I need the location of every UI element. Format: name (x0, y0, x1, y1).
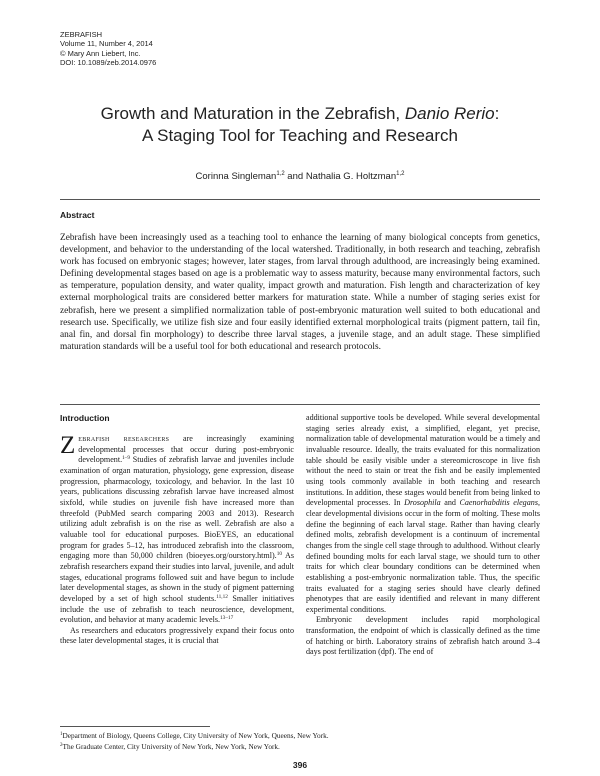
divider-abstract (60, 404, 540, 405)
footnotes (60, 730, 540, 751)
intro-paragraph-2: As researchers and educators progressively expand their focus onto these later developmental stages, it is crucial that (60, 625, 294, 646)
author-2-affiliation: 1,2 (396, 171, 405, 177)
divider-top (60, 199, 540, 200)
lead-in-smallcaps: ebrafish researchers (78, 434, 170, 443)
citation: 11,12 (216, 593, 228, 600)
abstract-heading: Abstract (60, 210, 95, 220)
intro-paragraph-1: Zebrafish researchers are increasingly examining developmental processes that occur during post-embryonic development.$^{1-9}$ Studies of zebrafish larvae and juveniles include examination of organ maturation, physiology, gene expression, disease progression, pharmacology, toxicology, and behavior. In the last 10 years, publications discussing zebrafish larvae have increased almost sixfold, while studies on juvenile fish have increased more than threefold (PubMed search comparing 2003 and 2013). Research utilizing adult zebrafish is on the rise as well. Zebrafish are also a valuable tool for educational purposes. BioEYES, an educational program for grades 5–12, has introduced zebrafish into the classroom, engaging more than 50,000 children (bioeyes.org/ourstory.html).$^{10}$ As zebrafish researchers expand their studies into larval, juvenile, and adult stages, educational programs followed suit and have begun to include later developmental stages, as shown in the study of pigment patterning developed by a set of high school students.$^{11,12}$ Smaller initiatives include the use of zebrafish to teach neuroscience, development, evolution, and behavior at many academic levels.$^{13-17}$ (60, 432, 295, 625)
drop-cap: Z (60, 432, 76, 459)
citation: 10 (276, 551, 282, 558)
species-celegans: Caenorhabditis elegans (459, 498, 538, 508)
title-line1-suffix: : (494, 104, 500, 123)
article-title (0, 103, 600, 147)
journal-copyright: © Mary Ann Liebert, Inc. (60, 48, 141, 58)
footnote-2: $^2$The Graduate Center, City University of New York, New York, New York. (60, 741, 280, 751)
citation: 13–17 (220, 615, 234, 622)
title-line1-prefix: Growth and Maturation in the Zebrafish, (100, 104, 405, 123)
intro-paragraph-4: Embryonic development includes rapid morphological transformation, the endpoint of which is classically defined as the time of hatching or birth. Laboratory strains of zebrafish hatch around 3–4 days post fertilization (dpf). The end of (306, 615, 540, 657)
citation: 1–9 (122, 455, 131, 462)
author-1-affiliation: 1,2 (276, 171, 285, 177)
title-line2: A Staging Tool for Teaching and Research (142, 126, 458, 145)
journal-info (60, 30, 320, 68)
intro-paragraph-3: additional supportive tools be developed. While several developmental staging series already exist, a simplified, elegant, yet precise, normalization table of developmental maturation would be a timely and invaluable resource. Ideally, the traits evaluated for this normalization table should be easily visible under a stereomicroscope in live fish without the need to stain or treat the fish and be easily implemented using tools commonly available in both teaching and research institutions. In addition, these stages would benefit from being linked to developmental processes. In Drosophila and Caenorhabditis elegans, clear developmental divisions occur in the form of molting. These molts define the beginning of each larval stage. Rather than having clearly defined molts, zebrafish development is a continuum of incremental changes from the single cell stage through to adulthood. Without clearly defined bounding molts for each larval stage, we should turn to other traits for which clear boundary conditions can be determined when establishing a post-embryonic normalization table. Thus, the specific traits evaluated for a staging series should have clearly defined phenotypes that are easily identified and relevant in many different experimental conditions. (306, 413, 540, 614)
abstract-text: Zebrafish have been increasingly used as a teaching tool to enhance the learning of many biological concepts from genetics, development, and behavior to the understanding of the local watershed. Traditionally, in both research and teaching, zebrafish work has focused on embryonic stages; however, later stages, from larval through adulthood, are increasingly being examined. Defining developmental stages based on age is a problematic way to assess maturity, because many environmental factors, such as temperature, population density, and water quality, impact growth and maturation. Fish length and characterization of key external morphological traits are considered better markers for maturation state. While a number of staging series exist for zebrafish, here we present a simplified normalization table of post-embryonic maturation well suited to both educational and research use. Specifically, we utilize fish size and four easily identified external morphological traits (pigment pattern, tail fin, anal fin, and dorsal fin morphology) to describe three larval stages, a juvenile stage, and an adult stage. These simplified maturation standards will be a useful tool for both educational and research protocols. (60, 233, 540, 352)
journal-name: ZEBRAFISH (60, 30, 103, 39)
column-left (60, 434, 294, 647)
journal-doi: DOI: 10.1089/zeb.2014.0976 (60, 58, 157, 68)
author-list (0, 171, 600, 182)
author-conjunction: and (284, 171, 306, 182)
footnote-rule (60, 726, 210, 727)
introduction-heading: Introduction (60, 413, 110, 423)
page-number: 396 (292, 760, 308, 770)
title-species: Danio Rerio (404, 104, 495, 123)
column-right (306, 413, 540, 658)
author-1: Corinna Singleman (195, 171, 277, 182)
footnote-1: $^1$Department of Biology, Queens College, City University of New York, Queens, New York. (60, 731, 329, 740)
species-drosophila: Drosophila (404, 498, 441, 508)
author-2: Nathalia G. Holtzman (305, 171, 397, 182)
journal-volume: Volume 11, Number 4, 2014 (60, 39, 153, 49)
